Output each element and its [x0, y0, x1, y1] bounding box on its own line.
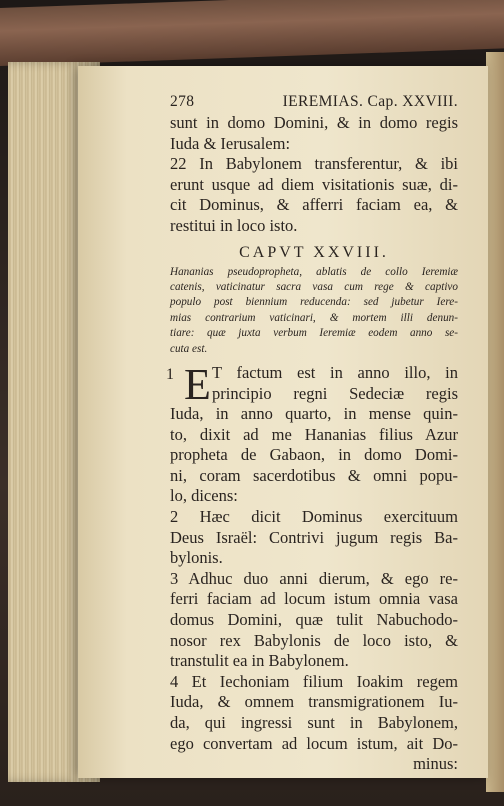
text-line: Iuda, in anno quarto, in mense quin- — [170, 404, 458, 424]
text-line: to, dixit ad me Hananias filius Azur — [170, 424, 458, 444]
verse-1 — [166, 359, 458, 507]
text-line: 22 In Babylonem transferentur, & ibi — [170, 154, 458, 174]
text-line: ferri faciam ad locum istum omnia vasa — [170, 589, 458, 609]
text-line: 3 Adhuc duo anni dierum, & ego re- — [170, 568, 458, 588]
summary-line: Hananias pseudopropheta, ablatis de collo Ieremiæ — [170, 265, 458, 278]
text-line: nosor rex Babylonis de loco isto, & — [170, 630, 458, 650]
chapter-summary — [170, 265, 458, 357]
text-line: transtulit ea in Babylonem. — [170, 651, 349, 671]
text-line: Iuda, & omnem transmigrationem Iu- — [170, 692, 458, 712]
right-page-edge — [486, 52, 504, 792]
summary-line: tiare: quæ juxta verbum Ieremiæ eodem anno se- — [170, 327, 458, 340]
summary-line: catenis, vaticinatur sacra vasa cum rege & captivo — [170, 280, 458, 293]
verse-3 — [170, 569, 458, 672]
summary-line: cuta est. — [170, 342, 208, 355]
text-line: da, qui ingressi sunt in Babylonem, — [170, 713, 458, 732]
drop-cap: E — [184, 359, 211, 409]
text-line: lo, dicens: — [170, 486, 238, 506]
text-line: Deus Israël: Contrivi jugum regis Ba- — [170, 527, 458, 547]
summary-line: mias contrarium vaticinari, & mortem illi denun- — [170, 311, 458, 324]
text-line: cit Dominus, & afferri faciam ea, & — [170, 195, 458, 215]
text-line: Iuda & Ierusalem: — [170, 133, 291, 153]
text-line: ego convertam ad locum istum, ait Do- — [170, 733, 458, 753]
catchword: minus: — [413, 754, 458, 774]
running-header — [170, 92, 458, 113]
text-line: restitui in loco isto. — [170, 215, 298, 235]
text-line: 2 Hæc dicit Dominus exercituum — [170, 507, 458, 527]
running-title: IEREMIAS. Cap. XXVIII. — [282, 93, 458, 110]
text-line: T factum est in anno illo, in — [212, 362, 458, 382]
verse-2 — [170, 507, 458, 569]
chapter-title: CAPVT XXVIII. — [239, 243, 389, 261]
text-line: erunt usque ad diem visitationis suæ, di- — [170, 174, 458, 194]
text-line: propheta de Gabaon, in domo Domi- — [170, 445, 458, 465]
summary-line: populo post biennium reducenda: sed jubetur Iere- — [170, 296, 458, 309]
verse-4 — [170, 672, 458, 754]
text-line: ni, coram sacerdotibus & omni popu- — [170, 465, 458, 485]
text-line: bylonis. — [170, 548, 223, 568]
text-line: principio regni Sedeciæ regis — [212, 383, 458, 403]
text-line: 4 Et Iechoniam filium Ioakim regem — [170, 671, 458, 691]
text-line: sunt in domo Domini, & in domo regis — [170, 113, 458, 132]
page-number: 278 — [170, 93, 195, 110]
text-line: domus Domini, quæ tulit Nabuchodo- — [170, 610, 458, 630]
text-block-top — [170, 113, 458, 237]
page-text — [166, 92, 458, 775]
verse-number: 1 — [166, 365, 174, 383]
